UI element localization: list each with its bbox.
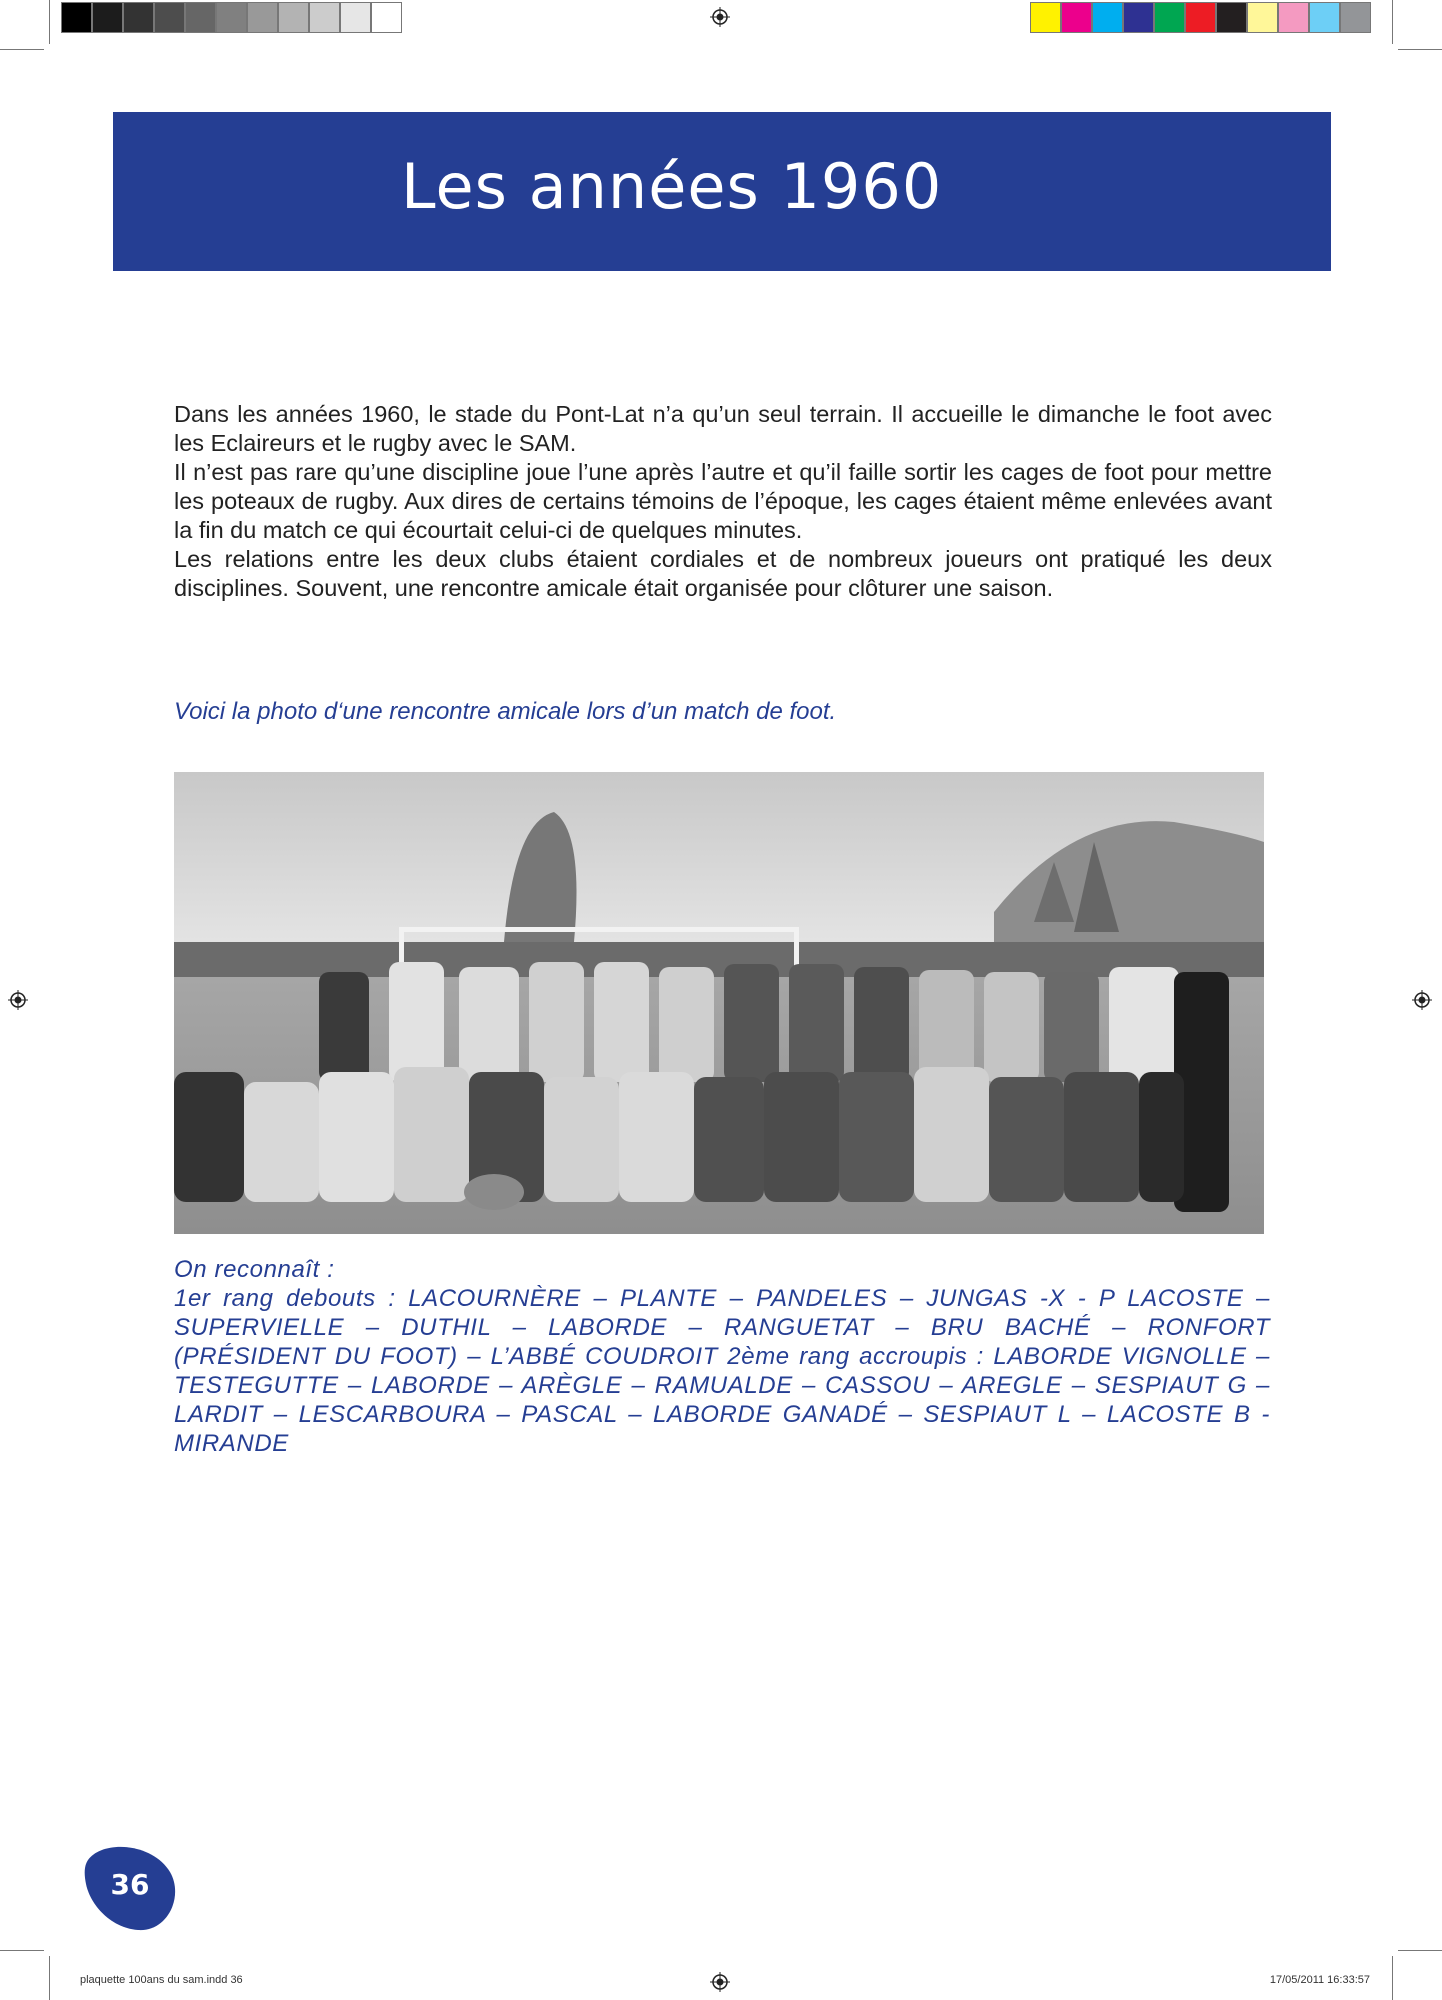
color-swatch [1340,2,1371,33]
intro-paragraph: Il n’est pas rare qu’une discipline joue l’une après l’autre et qu’il faille sortir les cages de foot pour mettre les poteaux de rugby. Aux dires de certains témoins de l’époque, les cages étaient même enlevées avant la fin du match ce qui écourtait celui-ci de quelques minutes. [174,459,1272,543]
gray-swatch [185,2,216,33]
color-swatch [1247,2,1278,33]
color-swatch [1123,2,1154,33]
photo-caption [174,1255,1270,1458]
color-swatch [1216,2,1247,33]
page-title: Les années 1960 [401,150,943,223]
gray-swatch [309,2,340,33]
crop-mark [0,49,44,50]
gray-swatch [340,2,371,33]
photo-intro: Voici la photo d‘une rencontre amicale lors d’un match de foot. [174,698,837,725]
gray-swatch [123,2,154,33]
color-swatch [1185,2,1216,33]
slug-timestamp: 17/05/2011 16:33:57 [1269,1974,1370,1986]
gray-swatch-bar [61,2,402,33]
gray-swatch [154,2,185,33]
gray-swatch [216,2,247,33]
color-swatch [1278,2,1309,33]
intro-text [174,400,1272,603]
crop-mark [49,1956,50,2000]
color-swatch-bar [1030,2,1371,33]
crop-mark [1398,49,1442,50]
intro-paragraph: Les relations entre les deux clubs étaient cordiales et de nombreux joueurs ont pratiqué les deux disciplines. Souvent, une rencontre amicale était organisée pour clôturer une saison. [174,546,1272,601]
caption-lead: On reconnaît : [174,1256,335,1283]
caption-names: 1er rang debouts : LACOURNÈRE – PLANTE – PANDELES – JUNGAS -X - P LACOSTE – SUPERVIELLE – DUTHIL – LABORDE – RANGUETAT – BRU BACHÉ – RONFORT (PRÉSIDENT DU FOOT) – L’ABBÉ COUDROIT 2ème rang accroupis : LABORDE VIGNOLLE – TESTEGUTTE – LABORDE – ARÈGLE – RAMUALDE – CASSOU – AREGLE – SESPIAUT G – LARDIT – LESCARBOURA – PASCAL – LABORDE GANADÉ – SESPIAUT L – LACOSTE B - MIRANDE [174,1285,1270,1457]
registration-mark-icon [8,990,28,1010]
gray-swatch [371,2,402,33]
color-swatch [1154,2,1185,33]
header-band [113,112,1331,271]
team-photo [174,772,1264,1234]
crop-mark [1398,1950,1442,1951]
registration-mark-icon [710,7,730,27]
registration-mark-icon [710,1972,730,1992]
registration-mark-icon [1412,990,1432,1010]
gray-swatch [278,2,309,33]
color-swatch [1309,2,1340,33]
color-swatch [1030,2,1061,33]
page-number: 36 [110,1868,150,1901]
gray-swatch [61,2,92,33]
gray-swatch [247,2,278,33]
crop-mark [0,1950,44,1951]
color-swatch [1061,2,1092,33]
intro-paragraph: Dans les années 1960, le stade du Pont-Lat n’a qu’un seul terrain. Il accueille le dimanche le foot avec les Eclaireurs et le rugby avec le SAM. [174,401,1272,456]
crop-mark [49,0,50,44]
crop-mark [1392,0,1393,44]
crop-mark [1392,1956,1393,2000]
color-swatch [1092,2,1123,33]
gray-swatch [92,2,123,33]
slug-filename: plaquette 100ans du sam.indd 36 [80,1974,243,1986]
